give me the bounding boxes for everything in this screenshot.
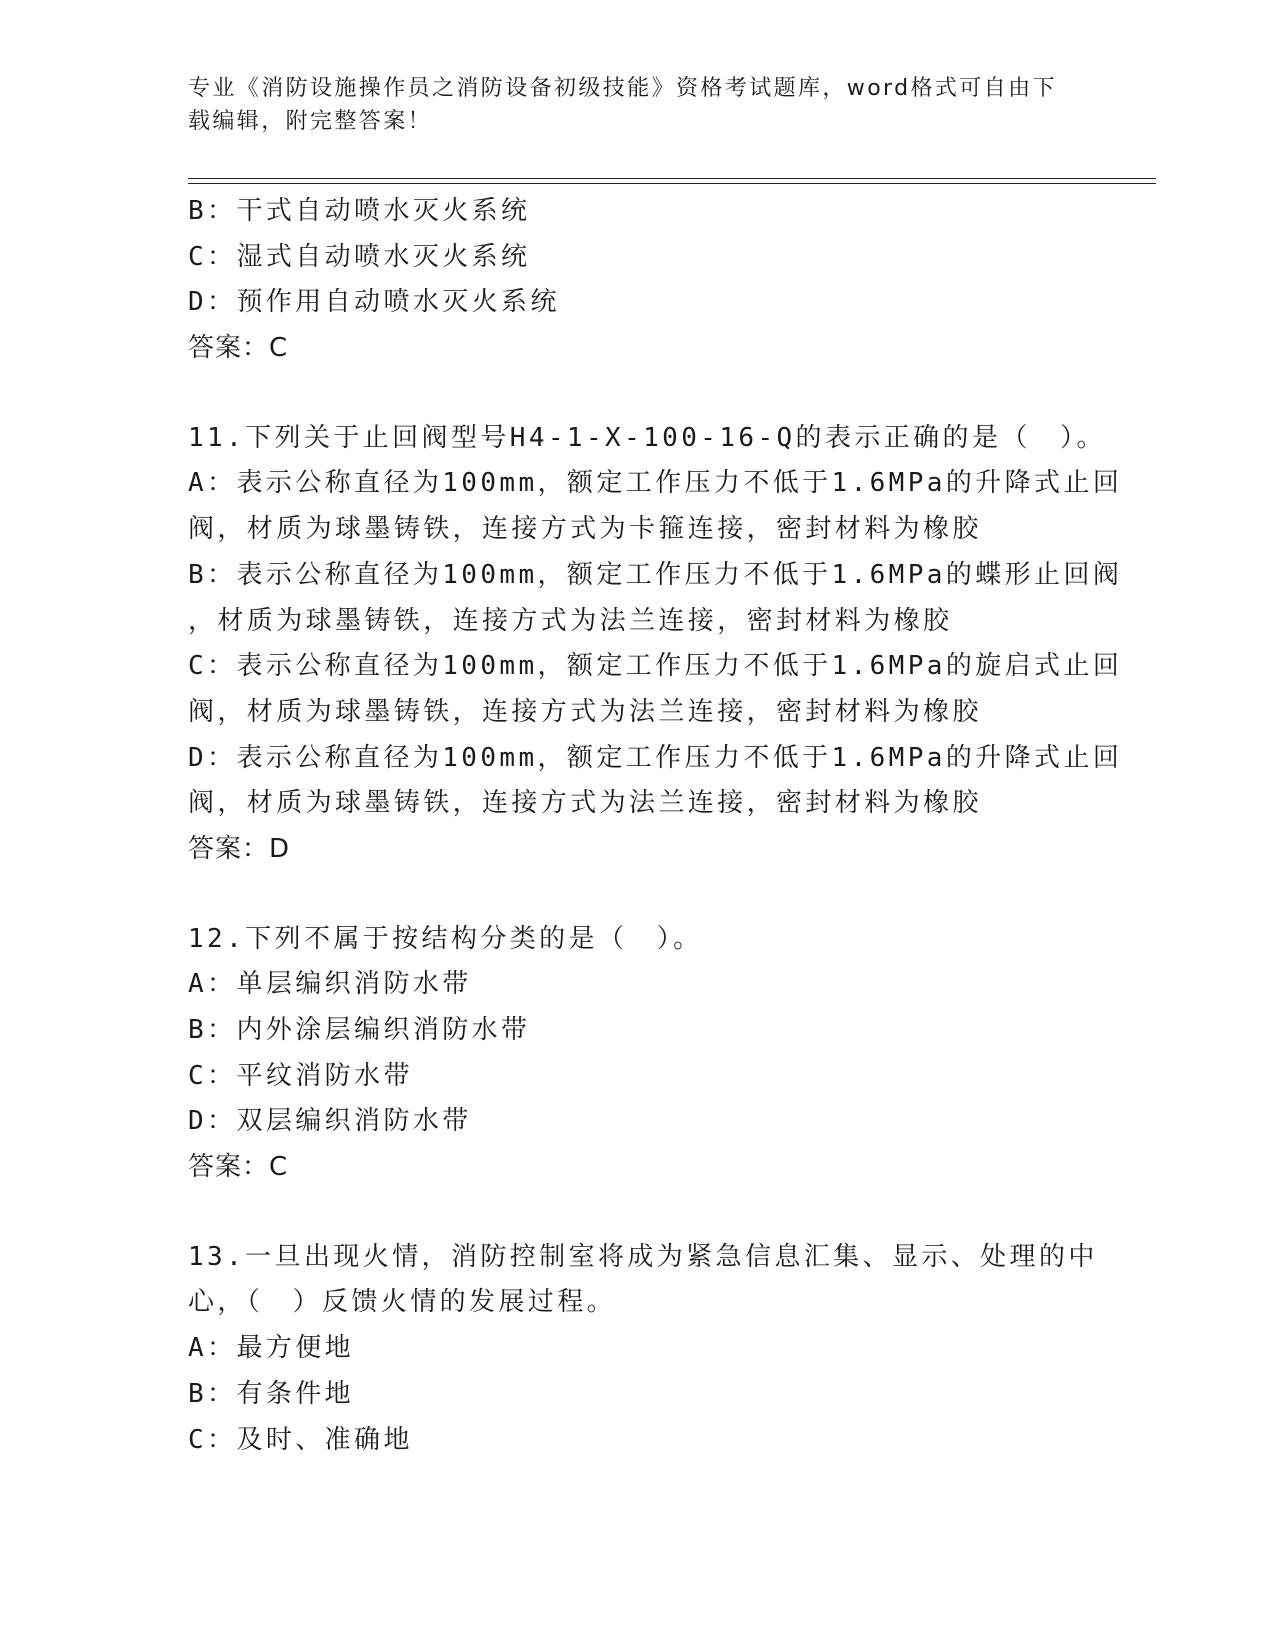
option-line: A：表示公称直径为100mm，额定工作压力不低于1.6MPa的升降式止回	[188, 468, 1123, 499]
header-rule-bottom	[188, 183, 1156, 184]
option-line: B：干式自动喷水灭火系统	[188, 196, 531, 226]
option-line: A：最方便地	[188, 1333, 355, 1364]
option-line: A：单层编织消防水带	[188, 969, 472, 1000]
option-line: B：有条件地	[188, 1378, 355, 1409]
question-block-12	[188, 917, 1108, 1191]
answer-line: 答案：C	[188, 333, 289, 364]
spacer	[188, 873, 1108, 917]
option-line: C：表示公称直径为100mm，额定工作压力不低于1.6MPa的旋启式止回	[188, 651, 1123, 682]
question-stem: 心，（ ）反馈火情的发展过程。	[188, 1287, 617, 1318]
option-line: 阀，材质为球墨铸铁，连接方式为法兰连接，密封材料为橡胶	[188, 696, 982, 727]
question-block-prev	[188, 189, 1108, 372]
question-block-13	[188, 1235, 1108, 1463]
spacer	[188, 1191, 1108, 1235]
option-line: C：湿式自动喷水灭火系统	[188, 241, 531, 272]
option-line: B：表示公称直径为100mm，额定工作压力不低于1.6MPa的蝶形止回阀	[188, 559, 1123, 590]
answer-line: 答案：C	[188, 1152, 289, 1183]
question-stem: 13.一旦出现火情，消防控制室将成为紧急信息汇集、显示、处理的中	[188, 1241, 1098, 1272]
option-line: C：平纹消防水带	[188, 1060, 413, 1091]
option-line: ，材质为球墨铸铁，连接方式为法兰连接，密封材料为橡胶	[188, 605, 953, 636]
question-stem: 12.下列不属于按结构分类的是（ ）。	[188, 923, 703, 954]
option-line: 阀，材质为球墨铸铁，连接方式为法兰连接，密封材料为橡胶	[188, 788, 982, 819]
header-line-2: 载编辑，附完整答案！	[188, 109, 433, 134]
option-line: D：表示公称直径为100mm，额定工作压力不低于1.6MPa的升降式止回	[188, 742, 1123, 773]
option-line: B：内外涂层编织消防水带	[188, 1015, 531, 1045]
option-line: 阀，材质为球墨铸铁，连接方式为卡箍连接，密封材料为橡胶	[188, 514, 982, 545]
question-stem: 11.下列关于止回阀型号H4-1-X-100-16-Q的表示正确的是（ ）。	[188, 422, 1106, 453]
question-content	[188, 189, 1123, 1463]
question-block-11	[188, 416, 1123, 873]
document-header	[188, 72, 1088, 138]
option-line: C：及时、准确地	[188, 1424, 413, 1455]
answer-line: 答案：D	[188, 833, 291, 864]
option-line: D：双层编织消防水带	[188, 1106, 472, 1137]
spacer	[188, 372, 1108, 416]
header-rule-top	[188, 178, 1156, 179]
option-line: D：预作用自动喷水灭火系统	[188, 287, 560, 318]
header-line-1: 专业《消防设施操作员之消防设备初级技能》资格考试题库，word格式可自由下	[188, 76, 1057, 101]
